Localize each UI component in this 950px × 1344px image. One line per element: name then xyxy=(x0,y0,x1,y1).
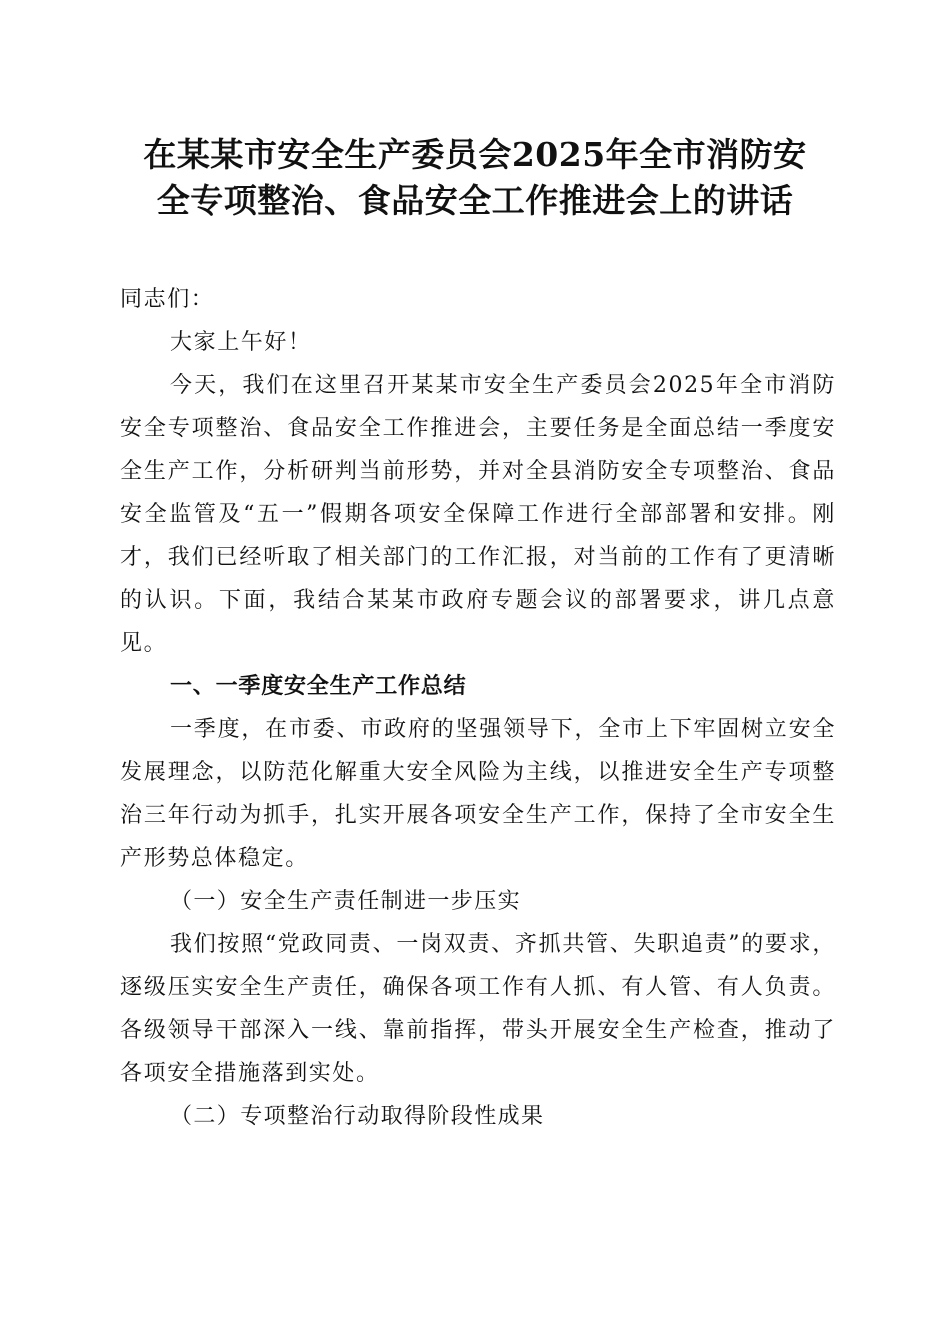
intro-paragraph: 今天，我们在这里召开某某市安全生产委员会2025年全市消防安全专项整治、食品安全工作推进会，主要任务是全面总结一季度安全生产工作，分析研判当前形势，并对全县消防安全专项整治、食品安全监管及“五一”假期各项安全保障工作进行全部部署和安排。刚才，我们已经听取了相关部门的工作汇报，对当前的工作有了更清晰的认识。下面，我结合某某市政府专题会议的部署要求，讲几点意见。 xyxy=(120,373,836,656)
salutation: 同志们： xyxy=(120,287,215,312)
subsection-1-paragraph: 我们按照“党政同责、一岗双责、齐抓共管、失职追责”的要求，逐级压实安全生产责任，确保各项工作有人抓、有人管、有人负责。各级领导干部深入一线、靠前指挥，带头开展安全生产检查，推动了各项安全措施落到实处。 xyxy=(120,932,836,1086)
document-title xyxy=(110,132,840,224)
section-1-heading: 一、一季度安全生产工作总结 xyxy=(170,674,467,699)
document-title-line-2: 全专项整治、食品安全工作推进会上的讲话 xyxy=(156,181,794,220)
greeting: 大家上午好！ xyxy=(170,330,312,355)
subsection-1-heading: （一）安全生产责任制进一步压实 xyxy=(170,889,522,914)
document-title-line-1: 在某某市安全生产委员会2025年全市消防安 xyxy=(143,135,807,174)
subsection-2-heading: （二）专项整治行动取得阶段性成果 xyxy=(170,1104,545,1129)
section-1-paragraph: 一季度，在市委、市政府的坚强领导下，全市上下牢固树立安全发展理念，以防范化解重大安全风险为主线，以推进安全生产专项整治三年行动为抓手，扎实开展各项安全生产工作，保持了全市安全生产形势总体稳定。 xyxy=(120,717,836,871)
document-body xyxy=(120,278,836,1138)
